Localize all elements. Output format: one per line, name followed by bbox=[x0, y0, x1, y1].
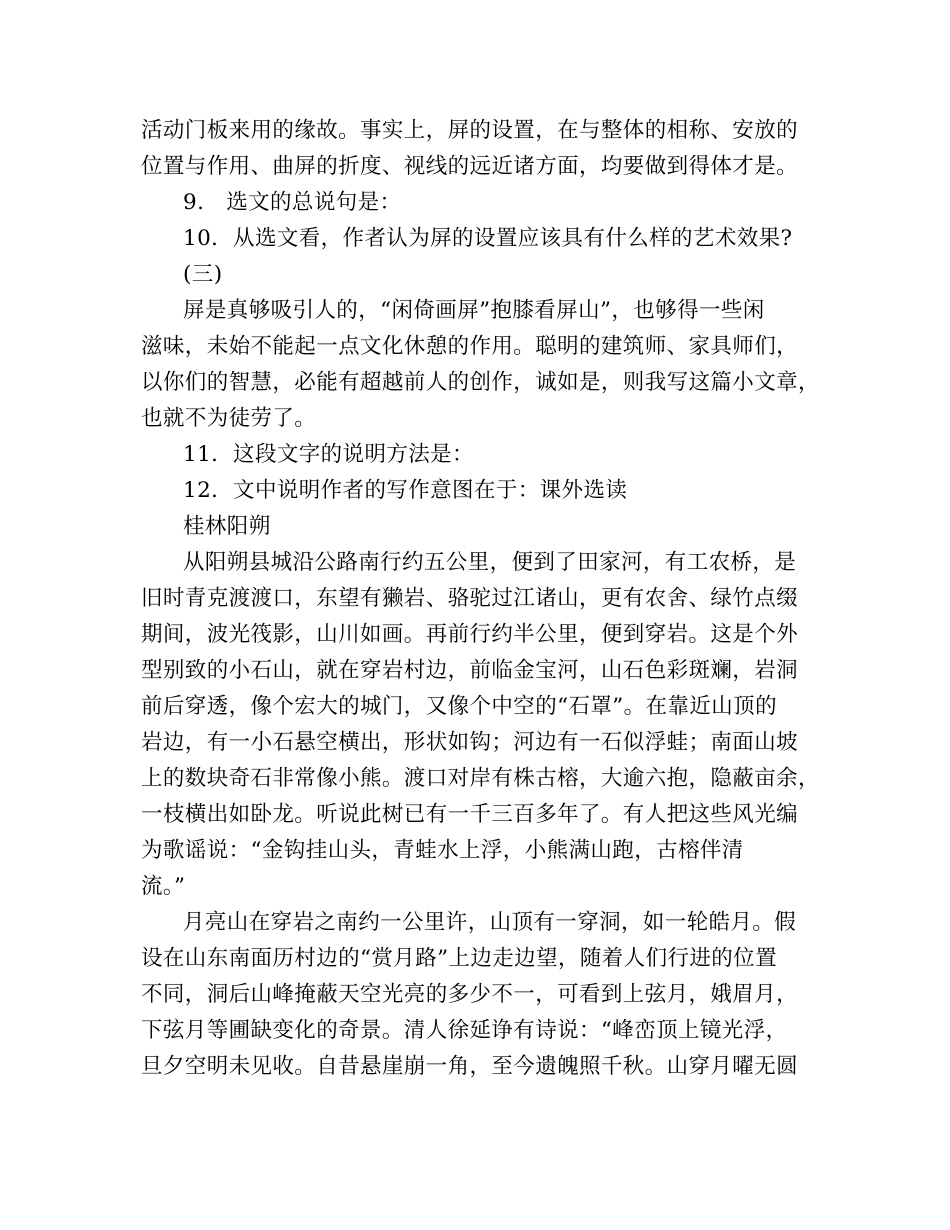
article-title: 桂林阳朔 bbox=[183, 514, 271, 539]
question-12: 12．文中说明作者的写作意图在于：课外选读 bbox=[183, 478, 628, 503]
question-11: 11．这段文字的说明方法是： bbox=[183, 442, 474, 467]
text-line: 从阳朔县城沿公路南行约五公里，便到了田家河，有工农桥，是 bbox=[183, 550, 797, 575]
text-line: 滋味，未始不能起一点文化休憩的作用。聪明的建筑师、家具师们， bbox=[141, 334, 799, 359]
text-line: 位置与作用、曲屏的折度、视线的远近诸方面，均要做到得体才是。 bbox=[141, 154, 799, 179]
text-line: 岩边，有一小石悬空横出，形状如钩；河边有一石似浮蛙；南面山坡 bbox=[141, 730, 799, 755]
question-9: 9. 选文的总说句是： bbox=[183, 190, 402, 215]
text-line: 一枝横出如卧龙。听说此树已有一千三百多年了。有人把这些风光编 bbox=[141, 802, 799, 827]
text-line: 下弦月等圃缺变化的奇景。清人徐延诤有诗说：“峰峦顶上镜光浮， bbox=[141, 1018, 788, 1043]
question-10: 10．从选文看，作者认为屏的设置应该具有什么样的艺术效果? bbox=[183, 226, 793, 251]
text-line: 型别致的小石山，就在穿岩村边，前临金宝河，山石色彩斑斓，岩洞 bbox=[141, 658, 799, 683]
text-line: 活动门板来用的缘故。事实上，屏的设置，在与整体的相称、安放的 bbox=[141, 118, 799, 143]
text-line: 不同，洞后山峰掩蔽天空光亮的多少不一，可看到上弦月，娥眉月， bbox=[141, 982, 799, 1007]
text-line: 设在山东南面历村边的“赏月路”上边走边望，随着人们行进的位置 bbox=[141, 946, 777, 971]
text-line: 以你们的智慧，必能有超越前人的创作，诚如是，则我写这篇小文章， bbox=[141, 370, 820, 395]
text-line: 为歌谣说：“金钩挂山头，青蛙水上浮，小熊满山跑，古榕伴清 bbox=[141, 838, 744, 863]
text-line: 旧时青克渡渡口，东望有獭岩、骆驼过江诸山，更有农舍、绿竹点缀 bbox=[141, 586, 799, 611]
section-heading-3: (三) bbox=[183, 262, 223, 287]
text-line: 也就不为徒劳了。 bbox=[141, 406, 317, 431]
text-line: 前后穿透，像个宏大的城门，又像个中空的“石罩”。在靠近山顶的 bbox=[141, 694, 777, 719]
text-line: 月亮山在穿岩之南约一公里许，山顶有一穿洞，如一轮皓月。假 bbox=[183, 910, 797, 935]
text-line: 屏是真够吸引人的，“闲倚画屏”抱膝看屏山”，也够得一些闲 bbox=[183, 298, 765, 323]
text-line: 期间，波光筏影，山川如画。再前行约半公里，便到穿岩。这是个外 bbox=[141, 622, 799, 647]
text-line: 旦夕空明未见收。自昔悬崖崩一角，至今遗魄照千秋。山穿月曜无圆 bbox=[141, 1054, 799, 1079]
text-line: 流。” bbox=[141, 874, 186, 899]
text-line: 上的数块奇石非常像小熊。渡口对岸有株古榕，大逾六抱，隐蔽亩余， bbox=[141, 766, 820, 791]
